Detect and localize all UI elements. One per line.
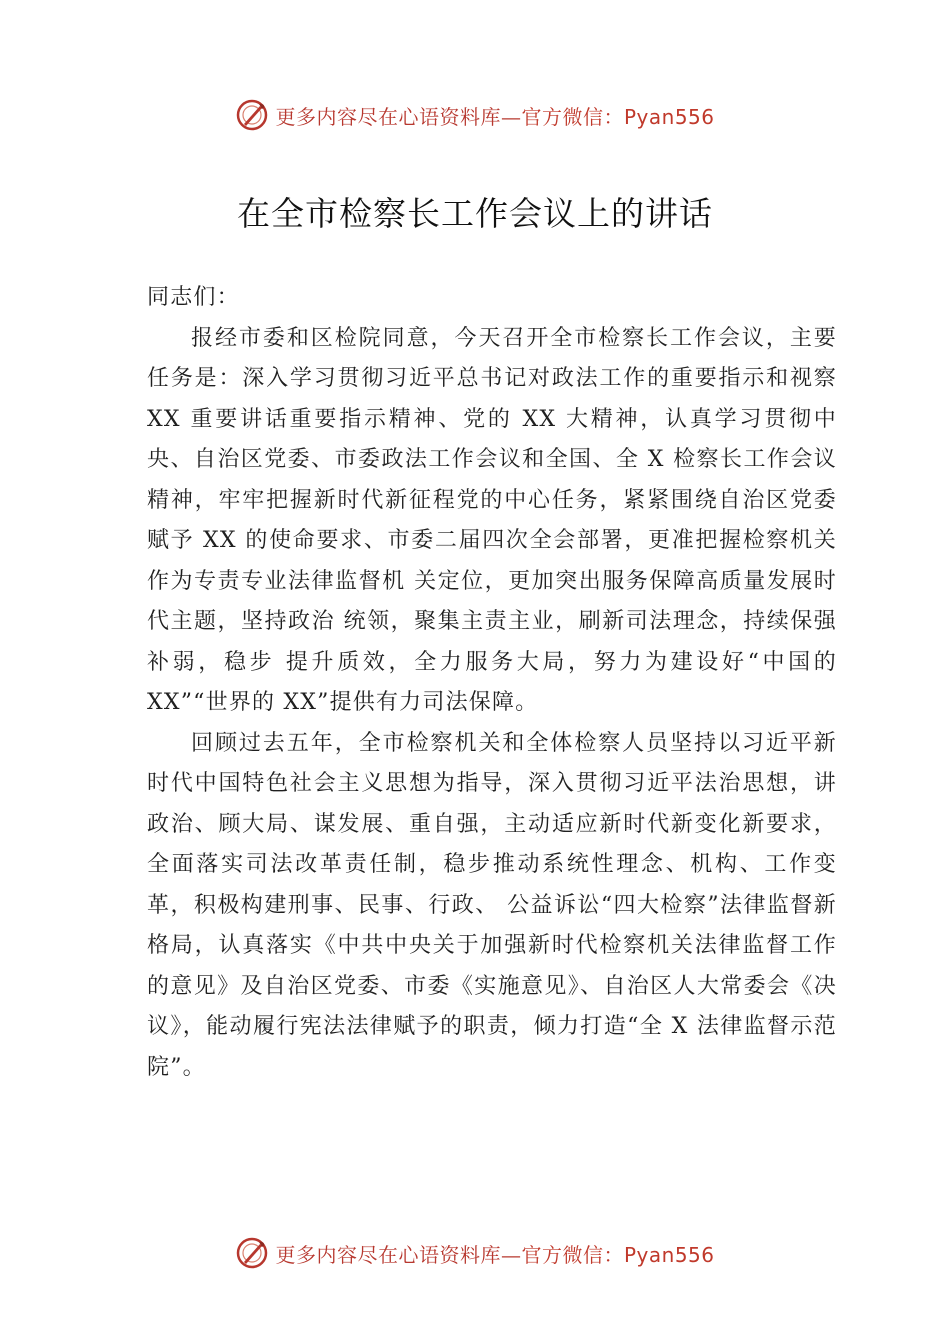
watermark-label: 官方微信：	[521, 1242, 624, 1267]
watermark-handle: Pyan556	[623, 104, 715, 129]
quill-seal-icon	[235, 1236, 269, 1270]
document-title: 在全市检察长工作会议上的讲话	[237, 194, 713, 233]
document-body	[147, 278, 837, 1088]
footer-watermark	[0, 1233, 950, 1273]
paragraph-2: 回顾过去五年，全市检察机关和全体检察人员坚持以习近平新时代中国特色社会主义思想为指导，深入贯彻习近平法治思想，讲政治、顾大局、谋发展、重自强，主动适应新时代新变化新要求，全面落实司法改革责任制，稳步推动系统性理念、机构、工作变革，积极构建刑事、民事、行政、 公益诉讼“四大检察”法律监督新格局，认真落实《中共中央关于加强新时代检察机关法律监督工作的意见》及自治区党委、市委《实施意见》、自治区人大常委会《决议》，能动履行宪法法律赋予的职责，倾力打造“全 X 法律监督示范院”。	[147, 730, 837, 1080]
watermark-brand: 更多内容尽在心语资料库	[275, 1242, 501, 1267]
paragraph-1: 报经市委和区检院同意，今天召开全市检察长工作会议，主要任务是：深入学习贯彻习近平总书记对政法工作的重要指示和视察 XX 重要讲话重要指示精神、党的 XX 大精神，认真学习贯彻中央、自治区党委、市委政法工作会议和全国、全 X 检察长工作会议精神，牢牢把握新时代新征程党的中心任务，紧紧围绕自治区党委赋予 XX 的使命要求、市委二届四次全会部署，更准把握检察机关作为专责专业法律监督机 关定位，更加突出服务保障高质量发展时代主题，坚持政治 统领，聚集主责主业，刷新司法理念，持续保强补弱，稳步 提升质效，全力服务大局，努力为建设好“中国的 XX”“世界的 XX”提供有力司法保障。	[147, 325, 837, 715]
salutation: 同志们：	[147, 285, 240, 310]
watermark-handle: Pyan556	[623, 1242, 715, 1267]
watermark-separator: —	[500, 1242, 522, 1267]
quill-seal-icon	[235, 98, 269, 132]
header-watermark	[0, 95, 950, 135]
watermark-separator: —	[500, 104, 522, 129]
watermark-brand: 更多内容尽在心语资料库	[275, 104, 501, 129]
watermark-label: 官方微信：	[521, 104, 624, 129]
